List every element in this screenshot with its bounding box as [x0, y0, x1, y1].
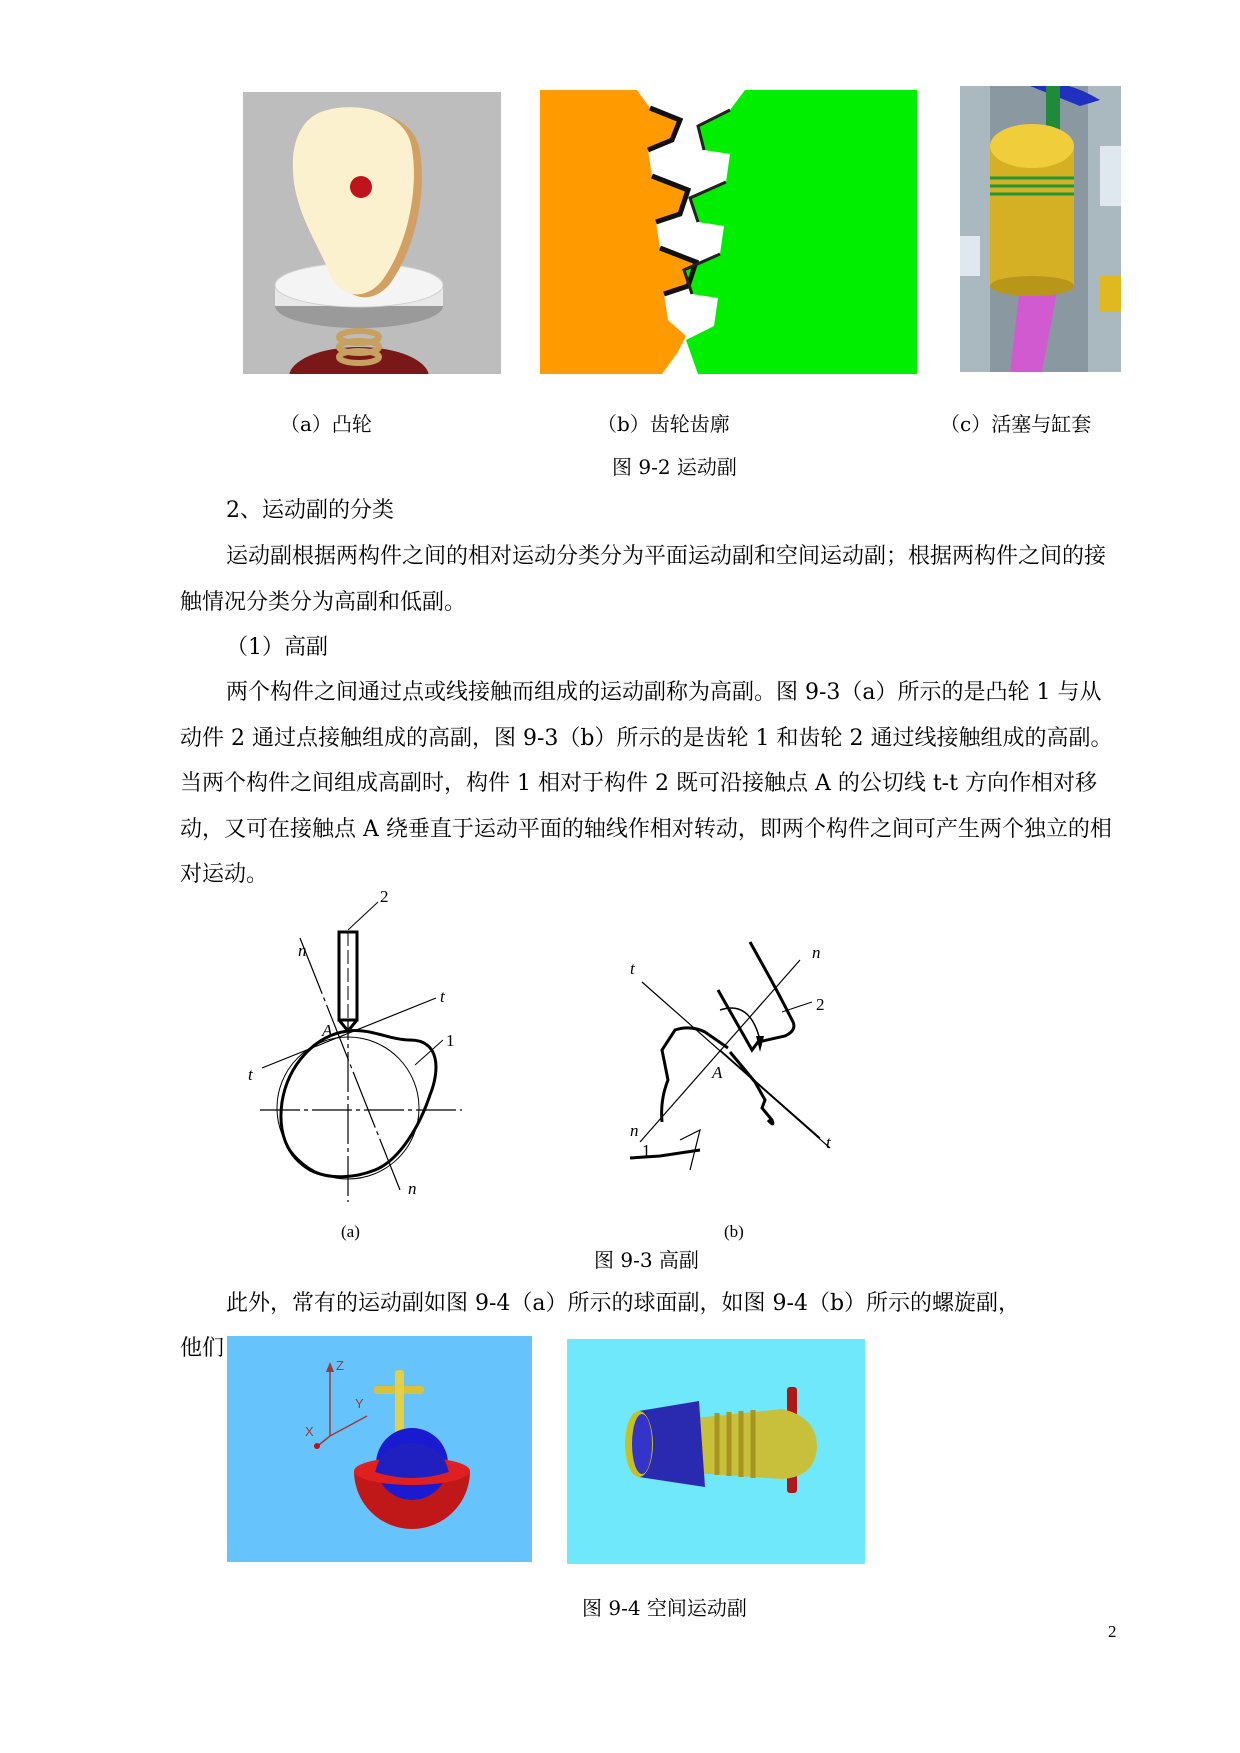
label-follower-2: 2 [380, 890, 389, 906]
cam-image [243, 92, 501, 374]
label-gear-1: 1 [642, 1141, 651, 1160]
sub-caption-piston: （c）活塞与缸套 [940, 412, 1092, 436]
gear-profile-image [540, 90, 917, 374]
sub-caption-a: (a) [341, 1222, 360, 1241]
label-cam-1: 1 [446, 1031, 455, 1050]
figure-9-4-caption: 图 9-4 空间运动副 [582, 1596, 747, 1620]
label-gear-2: 2 [816, 995, 825, 1014]
figure-9-3-caption: 图 9-3 高副 [594, 1248, 699, 1272]
paragraph-spatial-pairs: 此外，常有的运动副如图 9-4（a）所示的球面副，如图 9-4（b）所示的螺旋副， [226, 1291, 1021, 1316]
sub-caption-b: (b) [724, 1222, 744, 1241]
label-normal-top-a: n [298, 941, 307, 960]
label-contact-b: A [712, 1063, 723, 1082]
figure-9-2-caption: 图 9-2 运动副 [612, 455, 737, 479]
axis-x-label: X [305, 1424, 314, 1439]
label-tangent-bottom-b: t [826, 1133, 831, 1152]
spherical-pair-image [227, 1336, 532, 1562]
label-tangent-top-b: t [630, 959, 635, 978]
page-number: 2 [1108, 1622, 1117, 1641]
sub-caption-cam: （a）凸轮 [280, 412, 372, 436]
section-heading: 2、运动副的分类 [226, 498, 394, 523]
sub-caption-gear: （b）齿轮齿廓 [597, 412, 730, 436]
label-contact-a: A [322, 1021, 333, 1040]
higher-pair-diagram-a [240, 890, 490, 1230]
paragraph-higher-pair: 两个构件之间通过点或线接触而组成的运动副称为高副。图 9-3（a）所示的是凸轮 1 与从动件 2 通过点接触组成的高副，图 9-3（b）所示的是齿轮 1 和齿轮 2 通过线接触组成的高副。当两个构件之间组成高副时，构件 1 相对于构件 2 既可沿接触点 A 的公切线 t-t 方向作相对移动，又可在接触点 A 绕垂直于运动平面的轴线作相对转动，即两个构件之间可产生两个独立的相对运动。 [180, 680, 1113, 888]
higher-pair-diagram-b [620, 930, 860, 1180]
paragraph-classification: 运动副根据两构件之间的相对运动分类分为平面运动副和空间运动副；根据两构件之间的接触情况分类分为高副和低副。 [180, 544, 1107, 615]
axis-y-label: Y [355, 1396, 364, 1411]
label-normal-top-b: n [812, 943, 821, 962]
label-tangent-left-a: t [248, 1065, 253, 1084]
label-normal-bottom-a: n [408, 1179, 417, 1198]
paragraph-spatial-pairs-cont: 他们 [180, 1336, 225, 1361]
label-tangent-right-a: t [440, 987, 445, 1006]
screw-pair-image [567, 1339, 865, 1564]
axis-z-label: Z [336, 1358, 344, 1373]
label-normal-bottom-b: n [630, 1121, 639, 1140]
subheading-higher-pair: （1）高副 [226, 635, 328, 660]
piston-cylinder-image [960, 86, 1121, 372]
